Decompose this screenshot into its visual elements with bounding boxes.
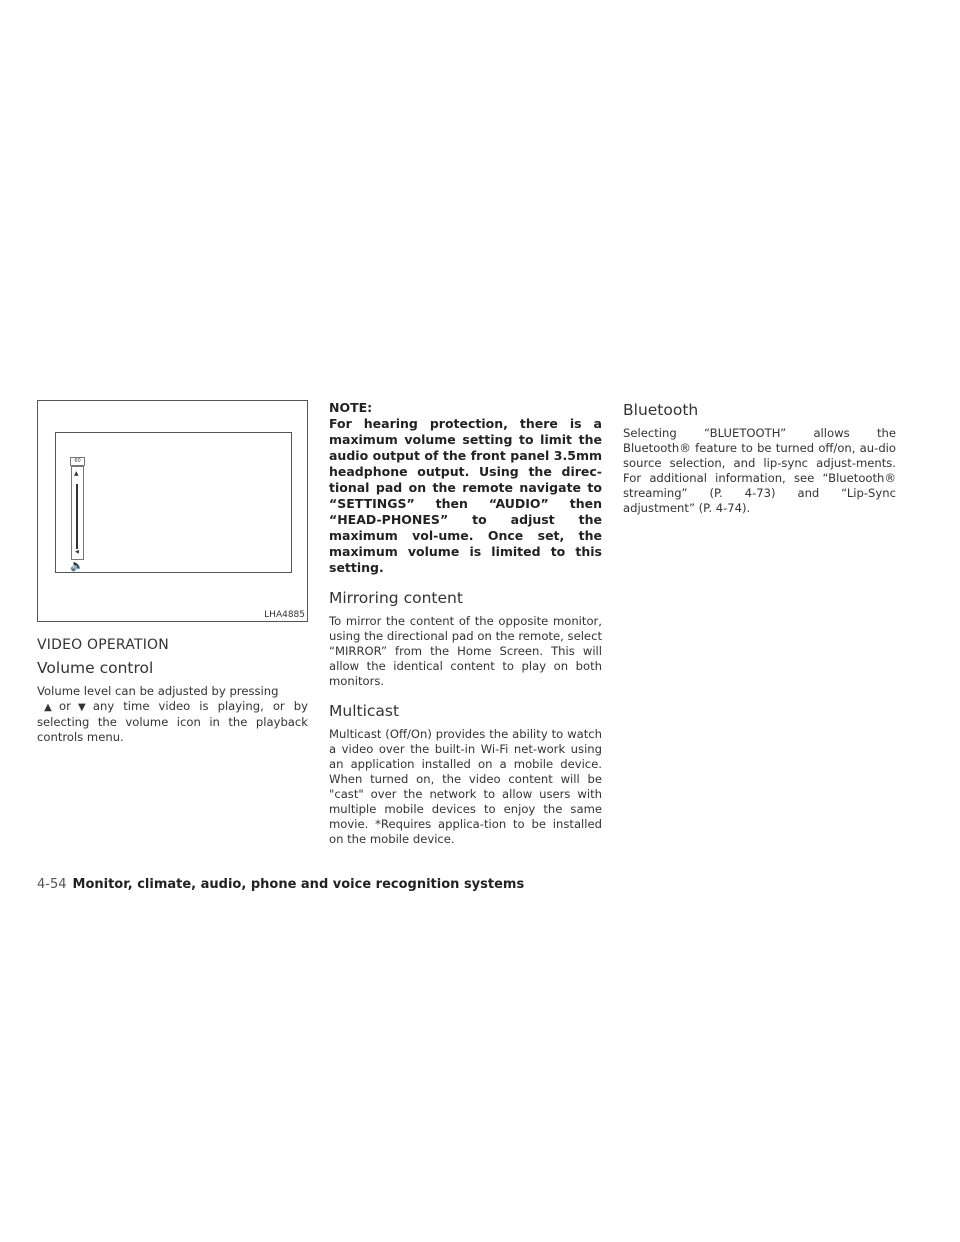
volume-figure: [37, 400, 308, 622]
right-column: [623, 400, 896, 516]
volume-slider: [71, 466, 84, 560]
note-label: NOTE:: [329, 400, 373, 415]
volume-value-readout: 60: [70, 457, 85, 466]
volume-min-icon: ◀: [75, 549, 79, 555]
multicast-heading: Multicast: [329, 702, 400, 720]
volume-text-before: Volume level can be adjusted by pressing: [37, 684, 279, 698]
page-footer: [37, 877, 524, 893]
multicast-text: Multicast (Off/On) provides the ability to watch a video over the built-in Wi-Fi net-work using an application installed on a mobile device. When turned on, the video content will be "cast" over the network to allow users with multiple mobile devices to enjoy the same movie. *Requires applica-tion to be installed on the mobile device.: [329, 727, 602, 846]
volume-control-text: [37, 684, 308, 745]
up-arrow-icon: ▲: [44, 702, 52, 713]
chapter-title: Monitor, climate, audio, phone and voice recognition systems: [72, 877, 525, 892]
mirroring-text: To mirror the content of the opposite monitor, using the directional pad on the remote, select “MIRROR” from the Home Screen. This will allow the identical content to play on both monitors.: [329, 614, 602, 688]
note-text: For hearing protection, there is a maximum volume setting to limit the audio output of the front panel 3.5mm headphone output. Using the direc-tional pad on the remote navigate to “SETTINGS” then “AUDIO” then “HEAD-PHONES” to adjust the maximum vol-ume. Once set, the maximum volume is limited to this setting.: [329, 416, 602, 575]
page-number: 4-54: [37, 877, 67, 892]
volume-level-bar: [76, 484, 78, 549]
volume-text-or: or: [59, 699, 71, 713]
volume-control-heading: Volume control: [37, 659, 154, 677]
bluetooth-heading: Bluetooth: [623, 401, 699, 419]
left-column: [37, 400, 308, 745]
section-title: VIDEO OPERATION: [37, 637, 169, 653]
down-arrow-icon: ▼: [78, 702, 86, 713]
bluetooth-text: Selecting “BLUETOOTH” allows the Bluetooth® feature to be turned off/on, au-dio source selection, and lip-sync adjust-ments. For additional information, see “Bluetooth® streaming” (P. 4-73) and “Lip-Sync adjustment” (P. 4-74).: [623, 426, 896, 515]
figure-label: LHA4885: [264, 610, 305, 620]
speaker-icon: 🔈: [70, 559, 84, 572]
volume-text-after: any time video is playing, or by selecting the volume icon in the playback controls menu.: [37, 699, 308, 744]
mirroring-heading: Mirroring content: [329, 589, 463, 607]
volume-max-icon: ▲: [74, 470, 79, 477]
middle-column: [329, 400, 602, 847]
monitor-screen-illustration: [55, 432, 292, 573]
